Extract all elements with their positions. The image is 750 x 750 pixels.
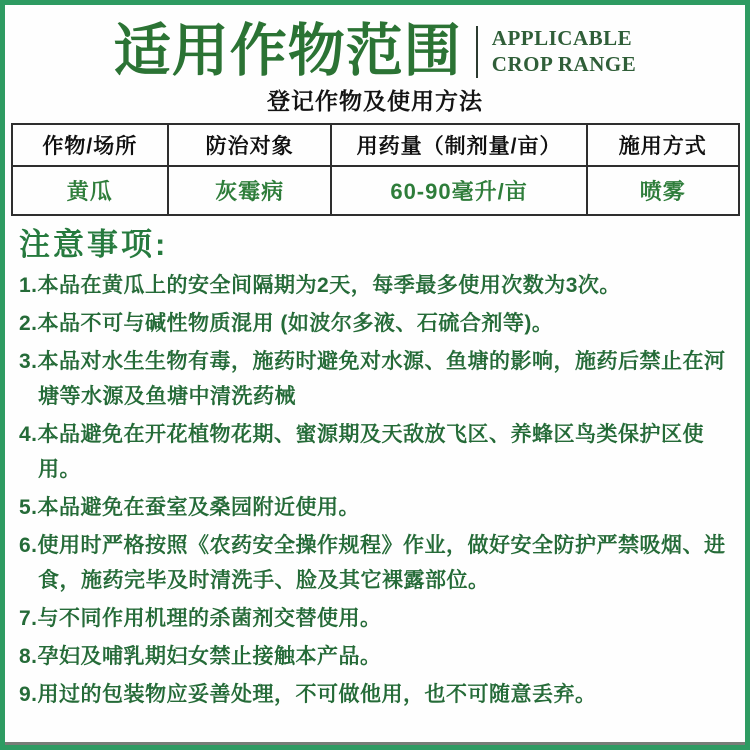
precaution-item-5: 5.本品避免在蚕室及桑园附近使用。 (19, 496, 361, 520)
table-cell-target: 灰霉病 (168, 166, 331, 215)
page-title: 适用作物范围 (113, 20, 462, 83)
precautions-section (19, 228, 733, 712)
page-title-english-line2: CROP RANGE (491, 51, 637, 76)
table-row (12, 166, 739, 215)
table-cell-method: 喷雾 (587, 166, 739, 215)
precautions-heading: 注意事项: (19, 227, 169, 262)
precaution-item-9: 9.用过的包装物应妥善处理，不可做他用，也不可随意丢弃。 (19, 683, 597, 707)
section-subtitle: 登记作物及使用方法 (267, 88, 483, 114)
page-title-english-line1: APPLICABLE (491, 26, 633, 51)
precaution-item-1: 1.本品在黄瓜上的安全间隔期为2天，每季最多使用次数为3次。 (19, 274, 621, 298)
crop-usage-table (11, 123, 740, 216)
crop-usage-table-body (12, 166, 739, 215)
precaution-item-7: 7.与不同作用机理的杀菌剂交替使用。 (19, 607, 382, 631)
precaution-item-2: 2.本品不可与碱性物质混用 (如波尔多液、石硫合剂等)。 (19, 312, 554, 336)
bottom-edge-shadow (5, 742, 745, 745)
title-divider (476, 26, 478, 78)
table-header-method: 施用方式 (587, 124, 739, 166)
page-title-english (492, 26, 636, 76)
precautions-list (19, 268, 733, 712)
table-header-dosage: 用药量（制剂量/亩） (331, 124, 587, 166)
label-header (5, 20, 745, 116)
precaution-item-6: 6.使用时严格按照《农药安全操作规程》作业，做好安全防护严禁吸烟、进食，施药完毕及时清洗手、脸及其它裸露部位。 (19, 534, 726, 593)
table-header-crop: 作物/场所 (12, 124, 169, 166)
precaution-item-8: 8.孕妇及哺乳期妇女禁止接触本产品。 (19, 645, 382, 669)
table-header-target: 防治对象 (168, 124, 331, 166)
title-row (5, 20, 745, 83)
crop-usage-table-head (12, 124, 739, 166)
table-header-row (12, 124, 739, 166)
table-cell-crop: 黄瓜 (12, 166, 169, 215)
precaution-item-3: 3.本品对水生生物有毒，施药时避免对水源、鱼塘的影响，施药后禁止在河塘等水源及鱼塘中清洗药械 (19, 350, 726, 409)
precaution-item-4: 4.本品避免在开花植物花期、蜜源期及天敌放飞区、养蜂区鸟类保护区使用。 (19, 423, 705, 482)
table-cell-dosage: 60-90毫升/亩 (331, 166, 587, 215)
